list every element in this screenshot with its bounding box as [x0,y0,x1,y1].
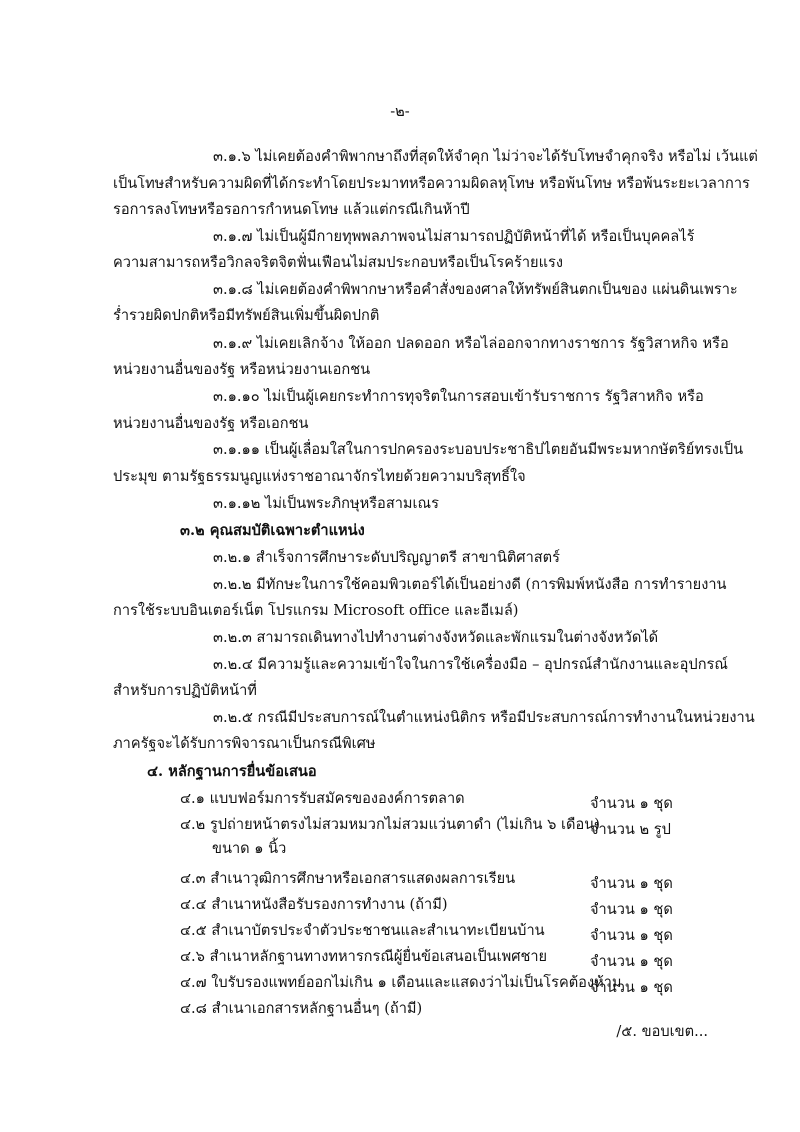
item-4-7-quantity: จำนวน ๑ ชุด [590,979,673,996]
item-3-1-6-line3: รอการลงโทษหรือรอการกำหนดโทษ แล้วแต่กรณีเกินห้าปี [113,201,470,218]
item-3-2-2-line1: ๓.๒.๒ มีทักษะในการใช้คอมพิวเตอร์ได้เป็นอย่างดี (การพิมพ์หนังสือ การทำรายงาน [213,576,727,593]
item-3-2-4-line2: สำหรับการปฏิบัติหน้าที่ [113,682,257,699]
item-4-6: ๔.๖ สำเนาหลักฐานทางทหารกรณีผู้ยื่นข้อเสนอเป็นเพศชาย [180,948,548,965]
item-4-3-quantity: จำนวน ๑ ชุด [590,875,673,892]
item-3-1-9-line2: หน่วยงานอื่นของรัฐ หรือหน่วยงานเอกชน [113,361,371,378]
item-3-2-3: ๓.๒.๓ สามารถเดินทางไปทำงานต่างจังหวัดและพักแรมในต่างจังหวัดได้ [213,629,659,646]
item-3-2-1: ๓.๒.๑ สำเร็จการศึกษาระดับปริญญาตรี สาขานิติศาสตร์ [213,549,560,566]
item-4-7: ๔.๗ ใบรับรองแพทย์ออกไม่เกิน ๑ เดือนและแสดงว่าไม่เป็นโรคต้องห้าม [180,974,622,991]
next-page-reference: /๕. ขอบเขต... [616,1023,708,1040]
item-4-3: ๔.๓ สำเนาวุฒิการศึกษาหรือเอกสารแสดงผลการเรียน [180,870,516,887]
section-4-heading: ๔. หลักฐานการยื่นข้อเสนอ [147,763,317,780]
item-4-1: ๔.๑ แบบฟอร์มการรับสมัครขององค์การตลาด [180,790,465,807]
item-3-2-5-line1: ๓.๒.๕ กรณีมีประสบการณ์ในตำแหน่งนิติกร หรือมีประสบการณ์การทำงานในหน่วยงาน [213,709,755,726]
item-4-4-quantity: จำนวน ๑ ชุด [590,901,673,918]
item-3-1-8-line1: ๓.๑.๘ ไม่เคยต้องคำพิพากษาหรือคำสั่งของศาลให้ทรัพย์สินตกเป็นของ แผ่นดินเพราะ [213,281,738,298]
item-4-2-subline: ขนาด ๑ นิ้ว [212,840,287,857]
item-3-1-10-line1: ๓.๑.๑๐ ไม่เป็นผู้เคยกระทำการทุจริตในการสอบเข้ารับราชการ รัฐวิสาหกิจ หรือ [213,388,704,405]
item-3-1-7-line1: ๓.๑.๗ ไม่เป็นผู้มีกายทุพพลภาพจนไม่สามารถปฏิบัติหน้าที่ได้ หรือเป็นบุคคลไร้ [213,228,695,245]
item-3-1-11-line1: ๓.๑.๑๑ เป็นผู้เลื่อมใสในการปกครองระบอบประชาธิปไตยอันมีพระมหากษัตริย์ทรงเป็น [213,441,744,458]
item-3-1-8-line2: ร่ำรวยผิดปกติหรือมีทรัพย์สินเพิ่มขึ้นผิดปกติ [113,307,380,324]
item-3-1-10-line2: หน่วยงานอื่นของรัฐ หรือเอกชน [113,415,309,432]
item-3-1-9-line1: ๓.๑.๙ ไม่เคยเลิกจ้าง ให้ออก ปลดออก หรือไล่ออกจากทางราชการ รัฐวิสาหกิจ หรือ [213,335,729,352]
item-4-1-quantity: จำนวน ๑ ชุด [590,795,673,812]
item-3-2-5-line2: ภาครัฐจะได้รับการพิจารณาเป็นกรณีพิเศษ [113,735,376,752]
section-3-2-heading: ๓.๒ คุณสมบัติเฉพาะตำแหน่ง [180,522,365,539]
item-4-6-quantity: จำนวน ๑ ชุด [590,953,673,970]
item-4-8: ๔.๘ สำเนาเอกสารหลักฐานอื่นๆ (ถ้ามี) [180,1000,423,1017]
item-3-2-2-line2: การใช้ระบบอินเตอร์เน็ต โปรแกรม Microsoft office และอีเมล์) [113,602,519,619]
item-4-2: ๔.๒ รูปถ่ายหน้าตรงไม่สวมหมวกไม่สวมแว่นตาดำ (ไม่เกิน ๖ เดือน) [180,816,600,833]
item-4-5-quantity: จำนวน ๑ ชุด [590,927,673,944]
item-3-1-11-line2: ประมุข ตามรัฐธรรมนูญแห่งราชอาณาจักรไทยด้วยความบริสุทธิ์ใจ [113,468,526,485]
item-4-5: ๔.๕ สำเนาบัตรประจำตัวประชาชนและสำเนาทะเบียนบ้าน [180,922,545,939]
item-4-2-quantity: จำนวน ๒ รูป [590,821,671,838]
item-4-4: ๔.๔ สำเนาหนังสือรับรองการทำงาน (ถ้ามี) [180,896,448,913]
item-3-1-6-line1: ๓.๑.๖ ไม่เคยต้องคำพิพากษาถึงที่สุดให้จำคุก ไม่ว่าจะได้รับโทษจำคุกจริง หรือไม่ เว้นแต่ [213,148,758,165]
item-3-1-7-line2: ความสามารถหรือวิกลจริตจิตฟั่นเฟือนไม่สมประกอบหรือเป็นโรคร้ายแรง [113,254,563,271]
item-3-2-4-line1: ๓.๒.๔ มีความรู้และความเข้าใจในการใช้เครื่องมือ – อุปกรณ์สำนักงานและอุปกรณ์ [213,656,728,673]
item-3-1-6-line2: เป็นโทษสำหรับความผิดที่ได้กระทำโดยประมาทหรือความผิดลหุโทษ หรือพ้นโทษ หรือพ้นระยะเวลาการ [113,175,750,192]
item-3-1-12: ๓.๑.๑๒ ไม่เป็นพระภิกษุหรือสามเณร [213,495,439,512]
page-number: -๒- [390,103,410,120]
